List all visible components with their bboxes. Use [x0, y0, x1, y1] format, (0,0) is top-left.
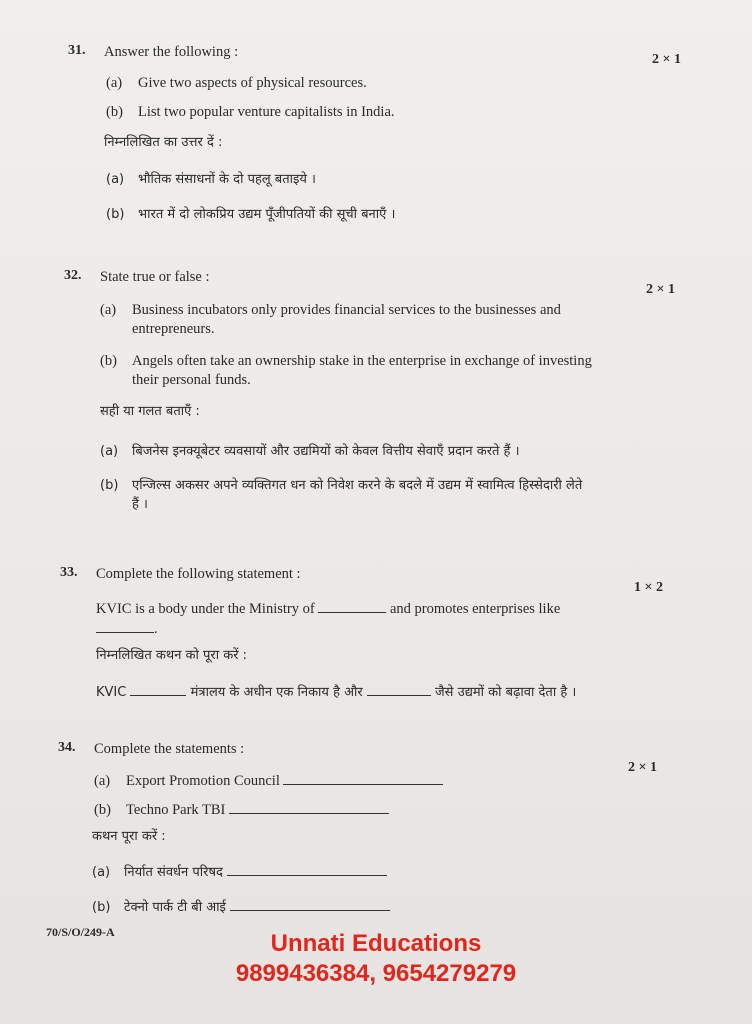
answer-blank	[230, 896, 390, 911]
q32-marks: 2 × 1	[646, 282, 675, 297]
q31-hindi-title: निम्नलिखित का उत्तर दें :	[104, 135, 223, 150]
statement-text: जैसे उद्यमों को बढ़ावा देता है ।	[435, 685, 577, 700]
q34-option-b	[94, 799, 389, 820]
option-label: (a)	[92, 865, 111, 880]
q33-marks: 1 × 2	[634, 580, 663, 595]
option-label: (b)	[100, 478, 119, 493]
q34-number: 34.	[58, 740, 76, 755]
q34-hindi-option-b	[92, 896, 390, 917]
q31-hindi-option-a	[106, 170, 316, 189]
option-text: Give two aspects of physical resources.	[138, 75, 367, 91]
option-label: (b)	[100, 353, 117, 369]
q33-title: Complete the following statement :	[96, 566, 301, 582]
option-text: Angels often take an ownership stake in the enterprise in exchange of investing	[132, 353, 592, 369]
q34-hindi-title: कथन पूरा करें :	[92, 829, 166, 844]
option-label: (b)	[92, 900, 111, 915]
statement-text: KVIC	[96, 685, 127, 700]
q33-statement-line2	[96, 618, 158, 639]
option-text-cont: entrepreneurs.	[132, 321, 215, 337]
option-text-cont: their personal funds.	[132, 372, 251, 388]
option-text: Export Promotion Council	[126, 773, 280, 789]
statement-text: KVIC is a body under the Ministry of	[96, 601, 315, 617]
q32-hindi-option-b	[100, 476, 700, 514]
option-label: (a)	[100, 302, 117, 318]
watermark-name: Unnati Educations	[270, 930, 482, 957]
option-label: (b)	[106, 207, 125, 222]
q31-marks: 2 × 1	[652, 52, 681, 67]
q33-statement-line1	[96, 598, 560, 619]
q31-hindi-option-b	[106, 205, 395, 224]
answer-blank	[96, 618, 154, 633]
option-text: निर्यात संवर्धन परिषद	[124, 865, 223, 880]
q33-number: 33.	[60, 565, 78, 580]
option-text: टेक्नो पार्क टी बी आई	[124, 900, 226, 915]
option-label: (b)	[106, 104, 123, 120]
statement-end: .	[154, 621, 158, 637]
q32-option-b	[100, 352, 660, 390]
q34-hindi-option-a	[92, 861, 387, 882]
q33-hindi-statement	[96, 681, 576, 702]
answer-blank	[318, 598, 386, 613]
answer-blank	[130, 681, 186, 696]
statement-text: and promotes enterprises like	[389, 601, 561, 617]
answer-blank	[227, 861, 387, 876]
option-text: List two popular venture capitalists in India.	[138, 104, 395, 120]
answer-blank	[283, 770, 443, 785]
watermark-phone: 9899436384, 9654279279	[235, 960, 517, 987]
option-text: Business incubators only provides financial services to the businesses and	[132, 302, 561, 318]
q31-number: 31.	[68, 43, 86, 58]
q31-option-b	[106, 103, 395, 122]
q33-hindi-title: निम्नलिखित कथन को पूरा करें :	[96, 648, 248, 663]
q32-number: 32.	[64, 268, 82, 283]
paper-code: 70/S/O/249-A	[46, 925, 115, 939]
option-text: Techno Park TBI	[126, 802, 226, 818]
q34-title: Complete the statements :	[94, 741, 245, 757]
q31-option-a	[106, 74, 367, 93]
q32-hindi-option-a	[100, 442, 520, 461]
option-label: (a)	[106, 172, 125, 187]
q32-hindi-title: सही या गलत बताएँ :	[100, 404, 200, 419]
q32-option-a	[100, 301, 660, 339]
option-text: बिजनेस इनक्यूबेटर व्यवसायों और उद्यमियों को केवल वित्तीय सेवाएँ प्रदान करते हैं ।	[132, 444, 520, 459]
option-label: (a)	[106, 75, 123, 91]
q31-title: Answer the following :	[104, 44, 239, 60]
option-label: (b)	[94, 802, 111, 818]
option-text: भौतिक संसाधनों के दो पहलू बताइये ।	[138, 172, 316, 187]
option-text-cont: हैं ।	[132, 497, 148, 512]
option-text: एन्जिल्स अकसर अपने व्यक्तिगत धन को निवेश करने के बदले में उद्यम में स्वामित्व हिस्सेदारी लेते	[132, 478, 583, 493]
statement-text: मंत्रालय के अधीन एक निकाय है और	[190, 685, 363, 700]
q32-title: State true or false :	[100, 269, 210, 285]
answer-blank	[229, 799, 389, 814]
option-label: (a)	[100, 444, 119, 459]
option-text: भारत में दो लोकप्रिय उद्यम पूँजीपतियों की सूची बनाएँ ।	[138, 207, 396, 222]
option-label: (a)	[94, 773, 111, 789]
q34-marks: 2 × 1	[628, 760, 657, 775]
q34-option-a	[94, 770, 443, 791]
answer-blank	[367, 681, 431, 696]
